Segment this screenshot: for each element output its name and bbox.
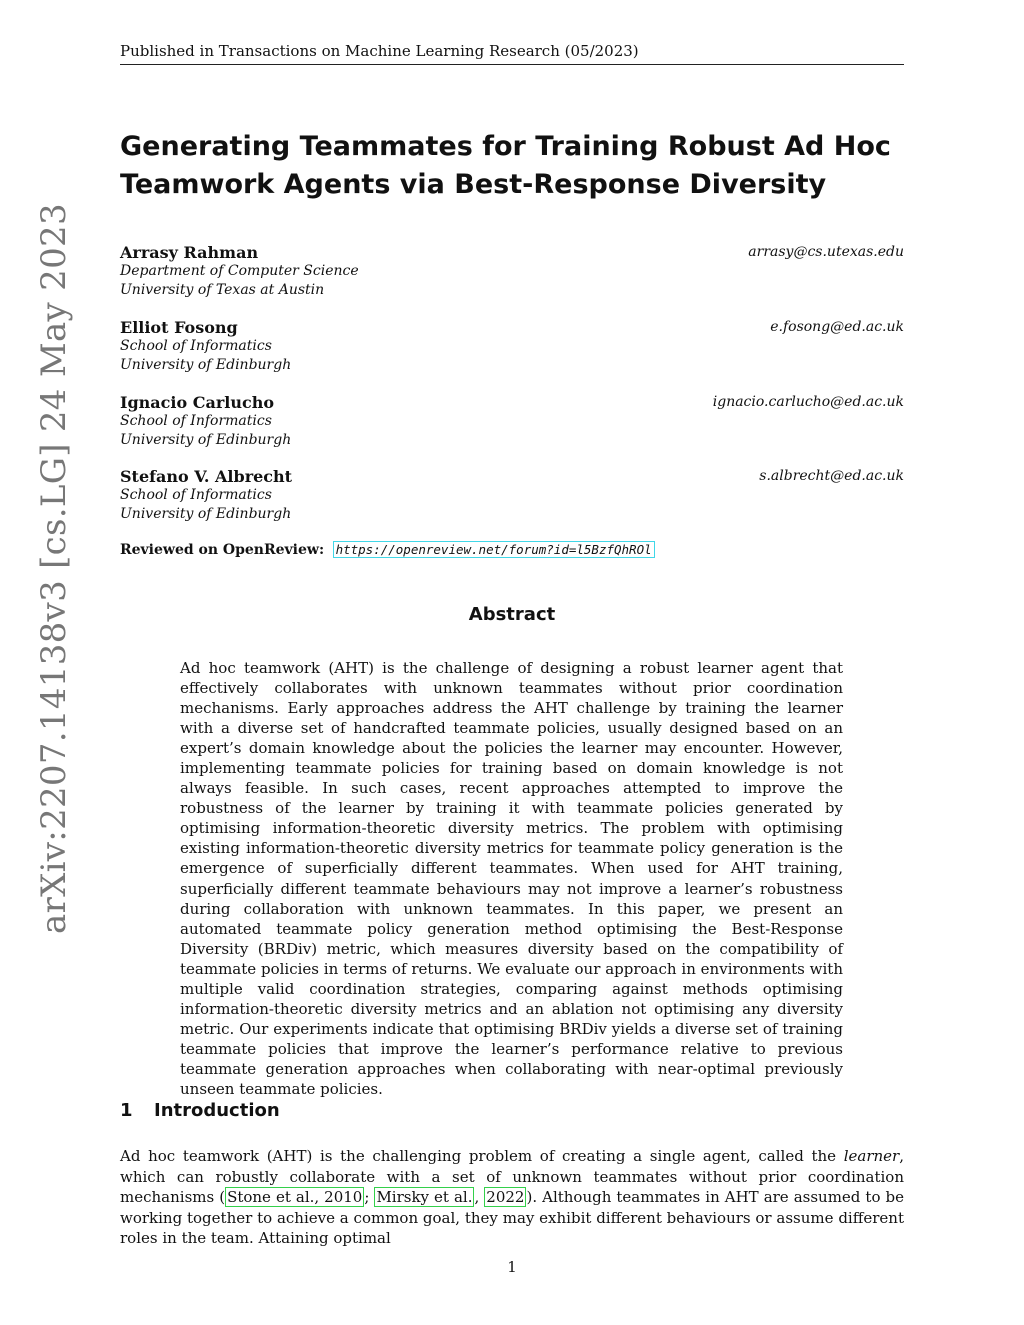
author-department: School of Informatics — [120, 413, 272, 429]
abstract-body: Ad hoc teamwork (AHT) is the challenge of designing a robust learner agent that effectively collaborates with unknown teammates without prior coordination mechanisms. Early approaches address the AHT challenge by training the learner with a diverse set of handcrafted teammate policies, usually designed based on an expert’s domain knowledge about the policies the learner may encounter. However, implementing teammate policies for training based on domain knowledge is not always feasible. In such cases, recent approaches attempted to improve the robustness of the learner by training it with teammate policies generated by optimising information-theoretic diversity metrics. The problem with optimising existing information-theoretic diversity metrics for teammate policy generation is the emergence of superficially different teammates. When used for AHT training, superficially different teammate behaviours may not improve a learner’s robustness during collaboration with unknown teammates. In this paper, we present an automated teammate policy generation method optimising the Best-Response Diversity (BRDiv) metric, which measures diversity based on the compatibility of teammate policies in terms of returns. We evaluate our approach in environments with multiple valid coordination strategies, comparing against methods optimising information-theoretic diversity metrics and an ablation not optimising any diversity metric. Our experiments indicate that optimising BRDiv yields a diverse set of training teammate policies that improve the learner’s performance relative to previous teammate generation approaches when collaborating with near-optimal previously unseen teammate policies. — [180, 659, 843, 1098]
openreview-line — [120, 542, 655, 558]
intro-emphasis: learner — [843, 1147, 900, 1165]
citation-separator: ; — [364, 1188, 375, 1206]
author-institution: University of Edinburgh — [120, 357, 292, 373]
author-name: Stefano V. Albrecht — [120, 467, 293, 486]
citation-separator: , — [474, 1188, 485, 1206]
abstract-heading: Abstract — [468, 604, 556, 625]
author-block — [120, 318, 904, 375]
author-name: Ignacio Carlucho — [120, 393, 275, 412]
intro-text: ). Although teammates in AHT are assumed to be working together to achieve a common goal, they may exhibit different behaviours or assume different roles in the team. Attaining optimal — [120, 1188, 904, 1247]
author-institution: University of Edinburgh — [120, 432, 292, 448]
section-title: Introduction — [154, 1100, 280, 1121]
author-block — [120, 243, 904, 300]
author-name: Arrasy Rahman — [120, 243, 259, 262]
citation-link[interactable]: 2022 — [486, 1188, 525, 1206]
page-number: 1 — [507, 1258, 517, 1276]
author-block — [120, 393, 904, 450]
author-email[interactable]: e.fosong@ed.ac.uk — [770, 319, 904, 335]
paper-title: Generating Teammates for Training Robust Ad Hoc Teamwork Agents via Best-Response Diversity — [120, 131, 891, 200]
intro-text: , which can robustly collaborate with a set of unknown teammates without prior coordination mechanisms ( — [120, 1147, 904, 1206]
author-department: School of Informatics — [120, 487, 272, 503]
openreview-link[interactable]: https://openreview.net/forum?id=l5BzfQhROl — [333, 541, 655, 558]
author-name: Elliot Fosong — [120, 318, 238, 337]
intro-text: Ad hoc teamwork (AHT) is the challenging problem of creating a single agent, called the — [120, 1147, 844, 1165]
section-heading — [120, 1100, 280, 1121]
arxiv-stamp: arXiv:2207.14138v3 [cs.LG] 24 May 2023 — [34, 203, 74, 934]
running-header: Published in Transactions on Machine Learning Research (05/2023) — [120, 42, 904, 65]
author-institution: University of Texas at Austin — [120, 282, 325, 298]
introduction-paragraph — [120, 1146, 904, 1249]
author-department: School of Informatics — [120, 338, 272, 354]
author-email[interactable]: ignacio.carlucho@ed.ac.uk — [712, 394, 904, 410]
openreview-label: Reviewed on OpenReview: — [120, 542, 325, 558]
author-email[interactable]: arrasy@cs.utexas.edu — [748, 244, 904, 260]
section-number: 1 — [120, 1100, 133, 1121]
author-block — [120, 467, 904, 524]
citation-link[interactable]: Mirsky et al. — [376, 1188, 473, 1206]
citation-link[interactable]: Stone et al., 2010 — [227, 1188, 363, 1206]
author-email[interactable]: s.albrecht@ed.ac.uk — [759, 468, 904, 484]
author-department: Department of Computer Science — [120, 263, 359, 279]
author-institution: University of Edinburgh — [120, 506, 292, 522]
